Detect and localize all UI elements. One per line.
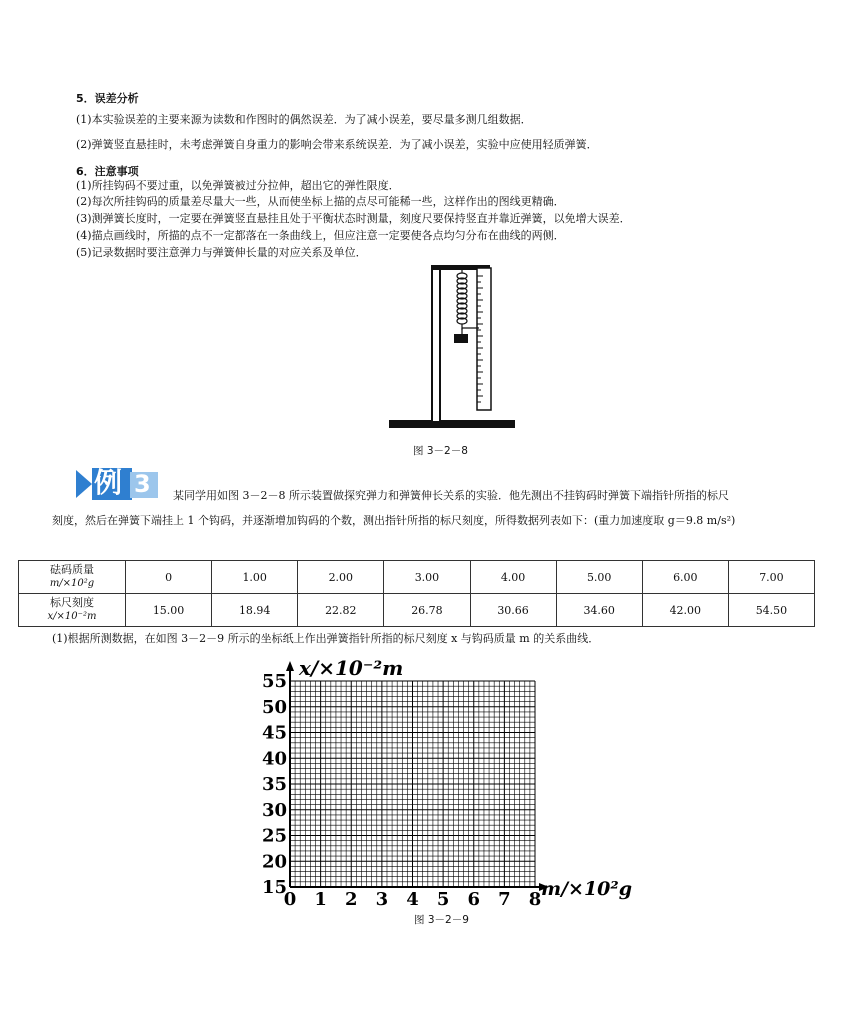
x-tick-label: 8	[528, 889, 542, 910]
table-cell: 3.00	[384, 561, 470, 594]
example-text-line-1: 某同学用如图 3－2－8 所示装置做探究弹力和弹簧伸长关系的实验．他先测出不挂钩码时弹簧下端指针所指的标尺	[173, 489, 729, 502]
y-axis-arrow-icon	[286, 661, 294, 671]
figure-caption-3-2-8: 图 3－2－8	[413, 445, 468, 457]
data-table	[18, 560, 815, 627]
section-5-paragraph-1: (1)本实验误差的主要来源为读数和作图时的偶然误差．为了减小误差，要尽量多测几组数据．	[76, 113, 532, 126]
table-cell: 7.00	[728, 561, 814, 594]
y-tick-label: 30	[261, 799, 287, 821]
header-scale-unit: x/×10⁻²m	[47, 611, 97, 622]
note-item-5: (5)记录数据时要注意弹力与弹簧伸长量的对应关系及单位．	[76, 246, 367, 259]
example-badge-label: 例	[94, 466, 123, 499]
spring-apparatus-figure	[385, 262, 525, 438]
note-item-4: (4)描点画线时，所描的点不一定都落在一条曲线上，但应注意一定要使各点均匀分布在曲线的两侧．	[76, 229, 565, 242]
x-tick-label: 7	[498, 889, 511, 910]
x-tick-label: 1	[314, 889, 327, 910]
x-tick-label: 6	[467, 889, 481, 910]
example-badge-number: 3	[134, 470, 151, 498]
example-text-line-2: 刻度，然后在弹簧下端挂上 1 个钩码，并逐渐增加钩码的个数，测出指针所指的标尺刻度，所得数据列表如下：(重力加速度取 g＝9.8 m/s²)	[52, 514, 736, 527]
table-cell: 54.50	[728, 594, 814, 627]
note-item-3: (3)测弹簧长度时，一定要在弹簧竖直悬挂且处于平衡状态时测量，刻度尺要保持竖直并靠近弹簧，以免增大误差．	[76, 212, 631, 225]
x-axis-label: m/×10²g	[541, 878, 633, 900]
section-5-heading: 5．误差分析	[76, 92, 139, 105]
y-tick-label: 40	[261, 748, 287, 770]
section-6-heading: 6．注意事项	[76, 165, 139, 178]
y-tick-label: 15	[261, 877, 287, 898]
y-tick-label: 45	[261, 722, 287, 744]
table-row	[19, 561, 815, 594]
y-tick-label: 50	[261, 696, 287, 718]
table-cell: 26.78	[384, 594, 470, 627]
note-item-1: (1)所挂钩码不要过重，以免弹簧被过分拉伸，超出它的弹性限度．	[76, 179, 400, 192]
table-cell: 1.00	[212, 561, 298, 594]
header-scale-title: 标尺刻度	[50, 596, 94, 609]
table-cell: 5.00	[556, 561, 642, 594]
y-tick-label: 20	[261, 851, 287, 873]
table-header-mass	[19, 561, 126, 594]
table-cell: 0	[126, 561, 212, 594]
y-tick-label: 55	[261, 671, 287, 692]
table-cell: 4.00	[470, 561, 556, 594]
graph-paper-chart	[255, 655, 635, 910]
table-header-scale	[19, 594, 126, 627]
question-1-text: (1)根据所测数据，在如图 3－2－9 所示的坐标纸上作出弹簧指针所指的标尺刻度 x 与钩码质量 m 的关系曲线．	[52, 632, 600, 645]
y-tick-label: 25	[261, 825, 287, 847]
table-cell: 6.00	[642, 561, 728, 594]
table-cell: 15.00	[126, 594, 212, 627]
figure-caption-3-2-9: 图 3－2－9	[414, 914, 469, 926]
section-5-paragraph-2: (2)弹簧竖直悬挂时，未考虑弹簧自身重力的影响会带来系统误差．为了减小误差，实验中应使用轻质弹簧．	[76, 138, 598, 151]
table-cell: 18.94	[212, 594, 298, 627]
table-cell: 30.66	[470, 594, 556, 627]
header-mass-unit: m/×10²g	[49, 578, 95, 589]
table-cell: 22.82	[298, 594, 384, 627]
x-tick-label: 5	[436, 889, 450, 910]
table-cell: 34.60	[556, 594, 642, 627]
y-tick-label: 35	[261, 774, 287, 795]
table-row	[19, 594, 815, 627]
x-tick-label: 2	[344, 889, 358, 910]
x-tick-label: 0	[283, 889, 297, 910]
x-tick-label: 4	[406, 889, 419, 910]
note-item-2: (2)每次所挂钩码的质量差尽量大一些，从而使坐标上描的点尽可能稀一些，这样作出的图线更精确．	[76, 195, 565, 208]
x-tick-label: 3	[375, 889, 389, 910]
header-mass-title: 砝码质量	[50, 563, 94, 576]
table-cell: 2.00	[298, 561, 384, 594]
y-axis-label: x/×10⁻²m	[299, 656, 404, 680]
table-cell: 42.00	[642, 594, 728, 627]
